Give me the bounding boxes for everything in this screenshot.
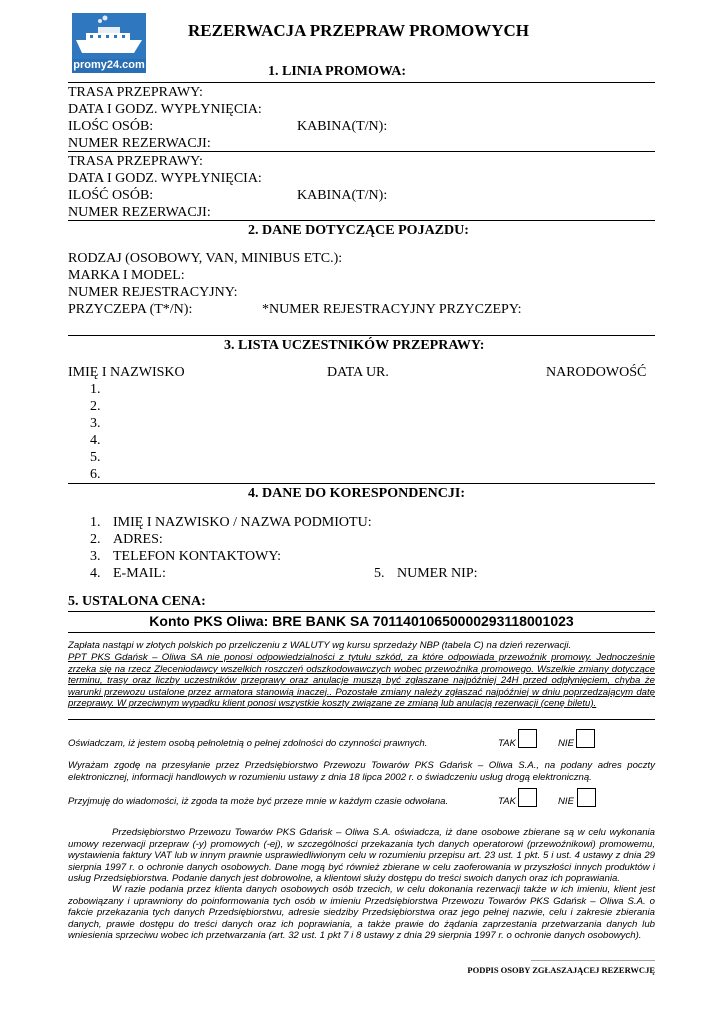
yes-label: TAK xyxy=(498,796,516,807)
section1-heading: 1. LINIA PROMOWA: xyxy=(268,64,407,79)
section3-heading: 3. LISTA UCZESTNIKÓW PRZEPRAWY: xyxy=(224,338,485,353)
no-label: NIE xyxy=(558,796,574,807)
route-label-1: TRASA PRZEPRAWY: xyxy=(68,85,203,100)
section5-heading: 5. USTALONA CENA: xyxy=(68,594,206,609)
participant-row: 4. xyxy=(90,433,101,448)
bank-account: Konto PKS Oliwa: BRE BANK SA 70114010650000293118001023 xyxy=(149,613,574,629)
participant-row: 2. xyxy=(90,399,101,414)
col-nationality-header: NARODOWOŚĆ xyxy=(546,365,647,380)
divider xyxy=(68,82,655,83)
contact-nip-label: NUMER NIP: xyxy=(397,566,478,581)
datetime-label-1: DATA I GODZ. WYPŁYNIĘCIA: xyxy=(68,102,262,117)
divider xyxy=(68,719,655,720)
revoke-declaration: Przyjmuję do wiadomości, iż zgoda ta może być przeze mnie w każdym czasie odwołana. xyxy=(68,796,449,807)
divider xyxy=(68,632,655,633)
contact-item-number: 3. xyxy=(90,549,101,564)
contact-address-label: ADRES: xyxy=(113,532,163,547)
reservation-label-2: NUMER REZERWACJI: xyxy=(68,205,211,220)
trailer-label: PRZYCZEPA (T*/N): xyxy=(68,302,193,317)
participant-row: 6. xyxy=(90,467,101,482)
datetime-label-2: DATA I GODZ. WYPŁYNIĘCIA: xyxy=(68,171,262,186)
consent-no-checkbox[interactable] xyxy=(577,788,596,807)
vehicle-type-label: RODZAJ (OSOBOWY, VAN, MINIBUS ETC.): xyxy=(68,251,343,266)
divider xyxy=(68,151,655,152)
participant-row: 5. xyxy=(90,450,101,465)
col-dob-header: DATA UR. xyxy=(327,365,389,380)
consent-declaration: Wyrażam zgodę na przesyłanie przez Przedsiębiorstwo Przewozu Towarów PKS Gdańsk – Oliwa S.A., na podany adres poczty elektronicznej, informacji handlowych w rozumieniu ustawy z dnia 18 lipca 2002 r. o świadczeniu usług drogą elektroniczną. xyxy=(68,760,655,783)
contact-email-label: E-MAIL: xyxy=(113,566,166,581)
payment-note: Zapłata nastąpi w złotych polskich po przeliczeniu z WALUTY wg kursu sprzedaży NBP (tabela C) na dzień rezerwacji. xyxy=(68,640,572,651)
logo xyxy=(72,13,146,73)
divider xyxy=(68,335,655,336)
contact-item-number: 2. xyxy=(90,532,101,547)
signature-label: PODPIS OSOBY ZGŁASZAJĄCEJ REZERWCJĘ xyxy=(467,965,655,975)
logo-text: promy24.com xyxy=(73,59,145,71)
participant-row: 3. xyxy=(90,416,101,431)
signature-line: .............................................................. xyxy=(531,954,655,963)
contact-item-number: 4. xyxy=(90,566,101,581)
contact-name-label: IMIĘ I NAZWISKO / NAZWA PODMIOTU: xyxy=(113,515,372,530)
adult-declaration: Oświadczam, iż jestem osobą pełnoletnią o pełnej zdolności do czynności prawnych. xyxy=(68,738,428,749)
divider xyxy=(68,220,655,221)
contact-item-number: 5. xyxy=(374,566,385,581)
persons-label-2: ILOŚĆ OSÓB: xyxy=(68,188,154,203)
contact-item-number: 1. xyxy=(90,515,101,530)
page-title: REZERWACJA PRZEPRAW PROMOWYCH xyxy=(188,21,529,40)
ship-icon xyxy=(72,13,146,59)
section2-heading: 2. DANE DOTYCZĄCE POJAZDU: xyxy=(248,223,469,238)
participant-row: 1. xyxy=(90,382,101,397)
no-label: NIE xyxy=(558,738,574,749)
cabin-label-1: KABINA(T/N): xyxy=(297,119,388,134)
trailer-registration-label: *NUMER REJESTRACYJNY PRZYCZEPY: xyxy=(262,302,522,317)
cabin-label-2: KABINA(T/N): xyxy=(297,188,388,203)
divider xyxy=(68,483,655,484)
privacy-text-2: W razie podania przez klienta danych osobowych osób trzecich, w celu dokonania rezerwacji także w ich imieniu, klient jest zobowiązany i uprawniony do poinformowania tych osób w imieniu Przedsiębiorstwa Przewozu Towarów PKS Gdańsk – Oliwa S.A. o fakcie przekazania tych danych Przedsiębiorstwu, adresie siedziby Przedsiębiorstwa oraz jego pełnej nazwie, celu i zakresie zbierania danych, prawie dostępu do treści danych oraz ich poprawiania, a także prawie do żądania zaprzestania przetwarzania danych lub wniesienia sprzeciwu wobec ich przetwarzania (art. 32 ust. 1 pkt 7 i 8 ustawy z dnia 29 sierpnia 1997 r. o ochronie danych osobowych). xyxy=(68,884,655,941)
vehicle-make-label: MARKA I MODEL: xyxy=(68,268,185,283)
vehicle-registration-label: NUMER REJESTRACYJNY: xyxy=(68,285,238,300)
contact-phone-label: TELEFON KONTAKTOWY: xyxy=(113,549,282,564)
route-label-2: TRASA PRZEPRAWY: xyxy=(68,154,203,169)
consent-yes-checkbox[interactable] xyxy=(518,788,537,807)
privacy-text-1: Przedsiębiorstwo Przewozu Towarów PKS Gdańsk – Oliwa S.A. oświadcza, iż dane osobowe zbierane są w celu wykonania umowy rezerwacji przepraw (-y) promowych (-ej), w szczególności przekazania tych danych operatorowi (przewoźnikowi) promowemu, wystawienia faktury VAT lub w innym prawnie usprawiedliwionym celu w rozumieniu przepisu art. 23 ust. 1 pkt. 5 i ust. 4 ustawy z dnia 29 sierpnia 1997 r. o ochronie danych osobowych. Dane mogą być również zbierane w celu zaoferowania w przyszłości innych produktów i usług Przedsiębiorstwa. Podanie danych jest dobrowolne, a klientowi służy dostępu do treści swoich danych oraz ich poprawiania. xyxy=(68,827,655,884)
adult-yes-checkbox[interactable] xyxy=(518,729,537,748)
section4-heading: 4. DANE DO KORESPONDENCJI: xyxy=(248,486,466,501)
terms-text: PPT PKS Gdańsk – Oliwa SA nie ponosi odpowiedzialności z tytułu szkód, za które odpowiada przewoźnik promowy. Jednocześnie zrzeka się na rzecz Zleceniodawcy wszelkich roszczeń odszkodowawczych wobec przewoźnika promowego. Wszelkie zmiany dotyczące terminu, trasy oraz liczby uczestników przeprawy oraz anulacje muszą być zgłaszane najpóźniej 24H przed odpłynięciem, chyba że warunki przewozu ustalone przez armatora stanowią inaczej.. Pozostałe zmiany należy zgłaszać najpóźniej w dniu poprzedzającym datę przeprawy. W przeciwnym wypadku klient ponosi wszystkie koszty związane ze zmianą lub anulacją rezerwacji (cenę biletu). xyxy=(68,652,655,709)
reservation-label-1: NUMER REZERWACJI: xyxy=(68,136,211,151)
adult-no-checkbox[interactable] xyxy=(576,729,595,748)
col-name-header: IMIĘ I NAZWISKO xyxy=(68,365,185,380)
yes-label: TAK xyxy=(498,738,516,749)
persons-label-1: ILOŚC OSÓB: xyxy=(68,119,154,134)
